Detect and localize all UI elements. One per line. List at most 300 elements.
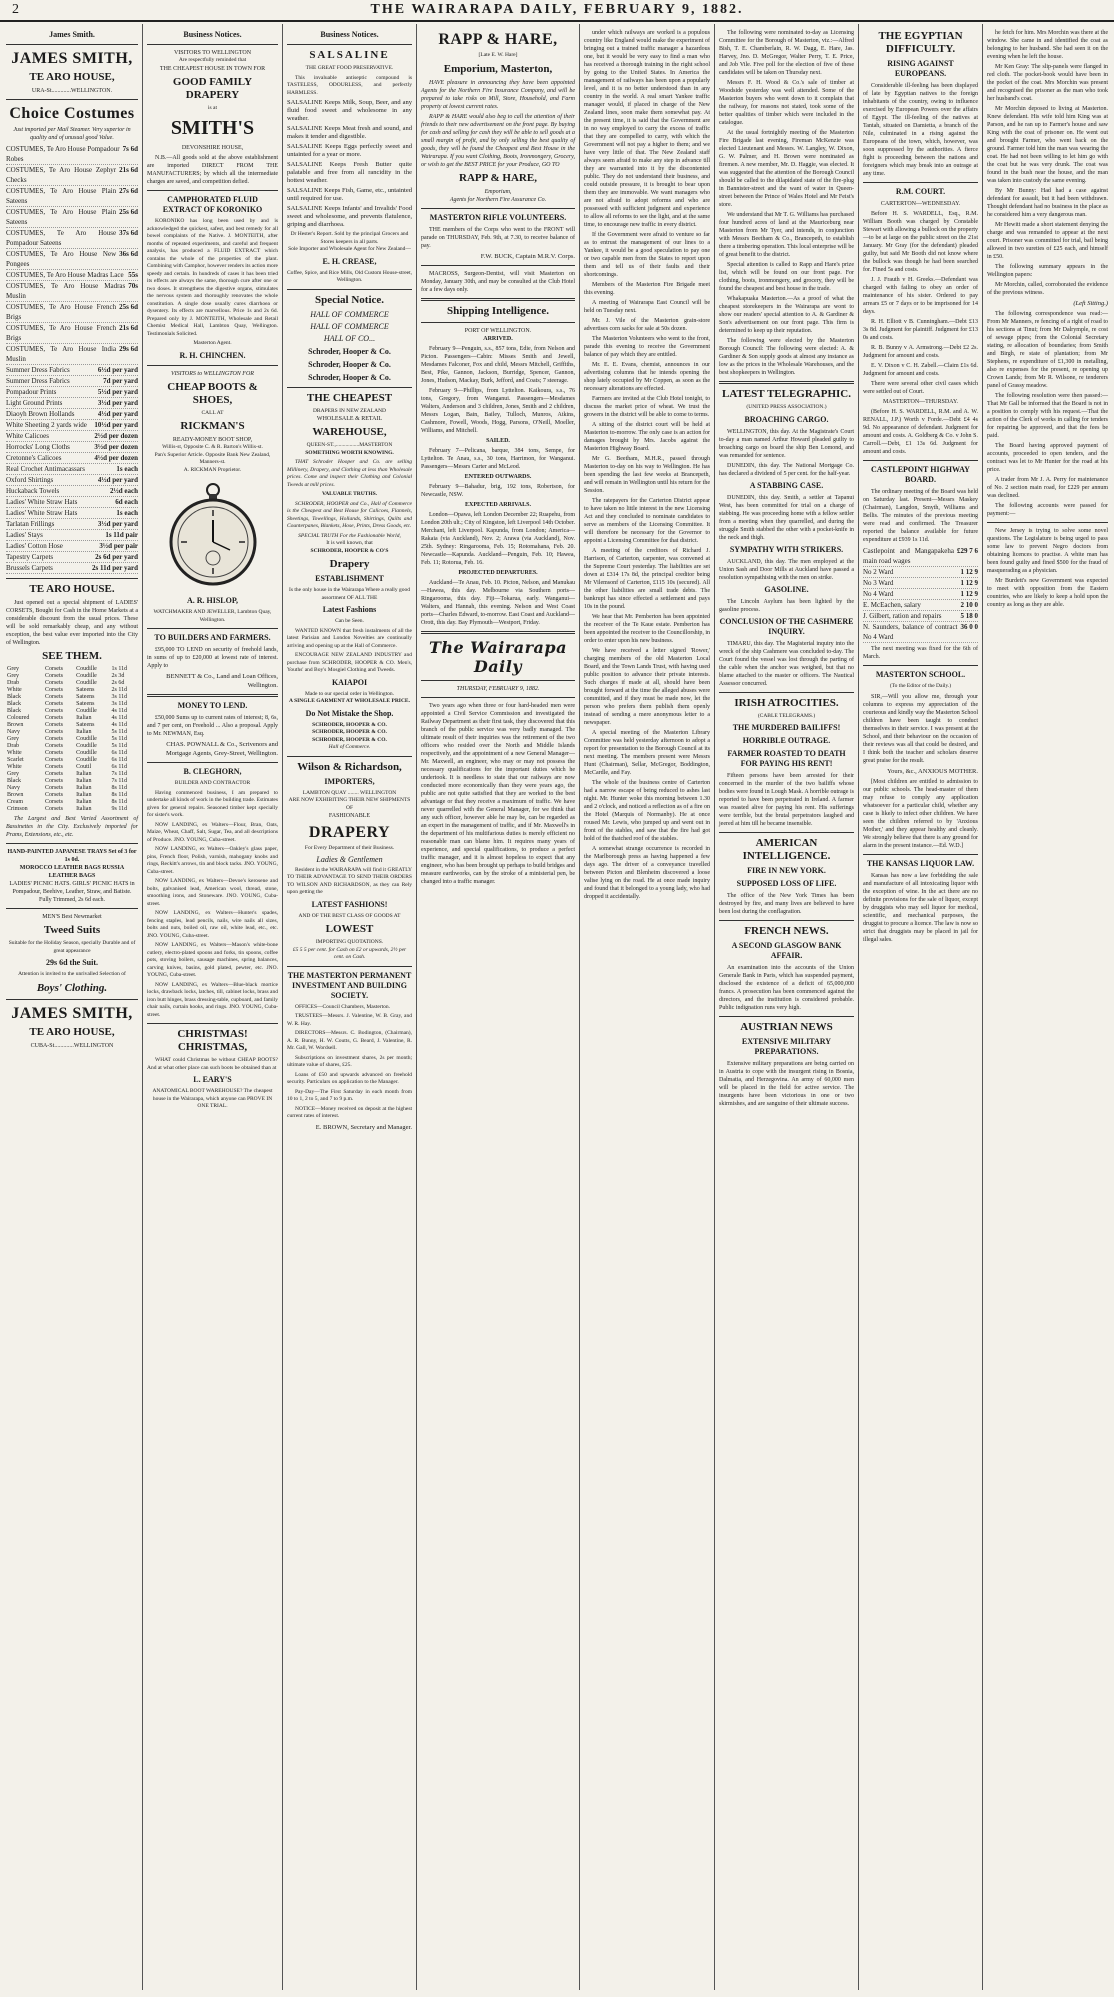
the-cheapest: THE CHEAPEST — [306, 391, 393, 404]
corset-cell: Grey — [7, 736, 19, 742]
loans: Loans of £50 and upwards advanced on freehold security. Particulars on application to the Manager. — [287, 1071, 412, 1085]
news-paragraph: We understand that Mr T. G. Williams has purchased four hundred acres of land at the Mauriceburg near Masterton from Mr Tyer, and intends, in conjunction with Messrs Beetham & Co., Brancepeth, to establish there a timbering operation. This local enterprise will be of great benefit to the district. — [719, 212, 855, 258]
irish-text: Fifteen persons have been arrested for their concerned in the murder of the two bailiffs whose bodies were found in Lough Mask. A horrible outrage is reported to have been perpetrated in Ireland. A farmer was roasted alive for paying his rent. His sufferings were terrible, but the brutal perpetrators laughed and jeered at him till he became insensible. — [719, 773, 854, 827]
news-paragraph: We hear that Mr. Pemberton has been appointed the receiver of the Te Kaue estate. Pemberton has been appointed the receiver to the Councillorship, in order to enter upon his new business. — [584, 614, 710, 644]
do-not-mistake: Do Not Mistake the Shop. — [305, 708, 394, 718]
corset-cell: 4s 11d — [111, 708, 128, 714]
rifle: MASTERTON RIFLE VOLUNTEERS. — [429, 212, 567, 222]
salsaline-item: SALSALINE Keeps Meat fresh and sound, and makes it tender and digestible. — [287, 125, 412, 140]
corset-row — [6, 750, 138, 757]
price-item-value: 7s 6d — [122, 145, 138, 153]
corset-cell: Brown — [7, 722, 24, 728]
price-item-value: 1 12 9 — [960, 568, 978, 576]
expected-text: London—Opawa, left London December 22; Ruapehu, from London 20th ult.; City of Kingston, left Liverpool 14th October. Merchant, left Liverpool. Kapunda, from London; America—Rakaia (via Auckland), Nov. 2; Arawa (via Auckland), Nov. 25th. Sydney: Ringarooma, Feb. 15; Rotomahana, Feb. 20. Newcastle—Kapunda. Auckland—Penguin, Feb. 10; Hawea, Feb. 11; Rotorua, Feb. 16. — [421, 511, 575, 566]
resident: Resident in the WAIRARAPA will find it GREATLY TO THEIR ADVANTAGE TO SEND THEIR ORDERS TO WILSON AND RICHARDSON, as they can Rely upon getting the — [287, 866, 412, 895]
pans: Pan's Superior Article. Opposite Bank New Zealand, Manners-st. — [154, 451, 271, 465]
yard-price-row — [6, 464, 138, 475]
corset-cell: 5s 11d — [111, 743, 128, 749]
corset-cell: Corsets — [44, 771, 63, 777]
good-family: GOOD FAMILY DRAPERY — [172, 75, 253, 101]
schroder-list — [287, 347, 412, 383]
price-item-name: Brussels Carpets — [6, 564, 53, 572]
corset-cell: Scarlet — [7, 757, 24, 763]
corset-cell: Sateens — [76, 722, 95, 728]
price-item-value: 4½d per yard — [97, 410, 138, 418]
rapp-text: HAVE pleasure in announcing they have been appointed Agents for the Northern Fire Insurance Company, and will be prepared to take risks on Mill, Store, Household, and Farm property at lowest current rates. — [421, 79, 575, 110]
price-item-name: White Calicoes — [6, 432, 49, 440]
subs: Subscriptions on investment shares, 2s per month; ultimate value of shares, £25. — [287, 1054, 412, 1068]
corset-row — [6, 673, 138, 680]
costume-row — [6, 207, 138, 228]
news-paragraph: Mr. J. Vile of the Masterton grain-store advertises corn sacks for sale at 50s dozen. — [584, 318, 710, 332]
col5-intro: under which railways are worked is a populous country like England would make the experiment of bringing out a trained traffic manager a hazardous one, but it would be very easy to find a man who has received a thorough training in the right school by going to the United States. In America the management of railways has been upon a popularly level, and it is no better understood than in any country in the world. A real smart Yankee traffic manager would, if placed in charge of the New Zealand lines, soon make them somewhat pay. At the present time, it is said that the Government are in no way employed to carry the excess of traffic that they are compelled to carry, with which the Government will not pay a higher to them; and we have very little of that. The New Zealand staff always seem afraid to make any step in advance till they are warranted into it by the discontented public. They do not understand their business, and could outside pressure, it is brought to bear upon them they are immovable. We want managers who are not afraid to adopt reforms and who are possessed with sufficient judgment and experience to allow all reforms to see the light, and at the same time, to encourage new traffic in every district. — [584, 30, 710, 228]
corset-cell: 6s 11d — [111, 757, 128, 763]
price-item-name: COSTUMES, Te Aro House Plain Sateens — [6, 208, 117, 226]
corset-cell: Grey — [7, 673, 19, 679]
schroder-line: SCHRODER, HOOPER & CO. — [312, 729, 387, 735]
price-item-value: 36s 6d — [119, 250, 138, 258]
rm-court: R.M. COURT. — [895, 187, 946, 196]
price-item-name: Horrocks' Long Cloths — [6, 443, 70, 451]
news-paragraph: The Masterton Volunteers who went to the front, parade this evening to receive the Government balance of pay which they are entitled. — [584, 336, 710, 358]
corsets-text: Just opened out a special shipment of LADIES' CORSETS, Bought for Cash in the Home Markets at a considerable discount from the usual prices. These will be sold remarkably cheap, and any without exception, the best value ever imported into the City of Wellington. — [6, 600, 138, 646]
sal-agent: Sole Importer and Wholesale Agent for New Zealand— — [288, 246, 411, 252]
schroder-co: SCHRODER, HOOPER & CO'S — [310, 547, 389, 554]
port: PORT OF WELLINGTON. — [464, 327, 532, 334]
price-item-name: Ladies' White Straw Hats — [6, 509, 78, 517]
price-item-value: 2s 11d per yard — [92, 564, 138, 572]
price-item-value: 2½d each — [110, 487, 138, 495]
corset-cell: Coudille — [76, 673, 97, 679]
column-4 — [416, 24, 579, 1990]
ladies-gentlemen: Ladies & Gentlemen — [316, 854, 383, 864]
rifle-sig: F.W. BUCK, Captain M.R.V. Corps. — [480, 252, 575, 260]
price-item-value: 3½d per dozen — [94, 443, 138, 451]
every-dept: For Every Department of their Business. — [304, 845, 395, 851]
price-item-value: 1s each — [116, 509, 138, 517]
egyptian: THE EGYPTIAN DIFFICULTY. — [878, 30, 963, 55]
corset-cell: Coudille — [76, 680, 97, 686]
divider — [287, 44, 412, 45]
corset-cell: Black — [7, 694, 21, 700]
mothers-text: [Most children are entitled to admission to our public schools. The head-master of them may refuse to comply any application whatsoever for a particular child, whether any case is likely to infect other children. We have seen the children referred to by 'Anxious Mother,' and they appear healthy and cleanly. We strongly believe that there is any ground for alarm in the present instance.—Ed. W.D.] — [863, 778, 978, 849]
corset-cell: Coudille — [76, 750, 97, 756]
warehouse: WAREHOUSE, — [312, 426, 387, 438]
corset-cell: 3s 11d — [111, 701, 128, 707]
news-paragraph: We have received a letter signed 'Rower,' charging members of the old Masterton Local Board, and the Town Lands Trust, with having used public position to advance their private interests. Such charges if made at all, should have been brought forward at the time the alleged abuses were committed, and if they must be made now, let the person who prefers them publish them openly instead of sending a mere anonymous letter to a newspaper. — [584, 648, 710, 726]
price-item-name: Oxford Shirtings — [6, 476, 54, 484]
corset-cell: Crimson — [7, 806, 28, 812]
only-house: Is the only house in the Wairarapa Where a really good assortment OF ALL THE — [289, 587, 410, 601]
special-truth: SPECIAL TRUTH For the Fashionable World, — [298, 532, 401, 539]
james-smith-title-2: JAMES SMITH, — [11, 1004, 133, 1022]
money-to-lend: MONEY TO LEND. — [177, 701, 248, 710]
tweed: Tweed Suits — [43, 924, 101, 936]
kaiapoi: KAIAPOI — [331, 677, 368, 687]
leary: L. EARY'S — [193, 1075, 232, 1084]
rapp-hare-2: RAPP & HARE, — [459, 171, 537, 184]
importers: IMPORTERS, — [324, 776, 375, 786]
salsaline-item: SALSALINE Keeps Infants' and Invalids' Food sweet and wholesome, and prevents flatulence, griping and diarrhoea. — [287, 205, 412, 228]
col8-more-paragraphs — [987, 310, 1108, 500]
divider — [719, 920, 854, 921]
meeting-end: The next meeting was fixed for the 6th of March. — [863, 646, 978, 660]
corset-cell: Corsets — [44, 715, 63, 721]
carterton-text: Before H. S. WARDELL, Esq., R.M. William Booth was charged by Constable Stewart with allowing a bullock on the property—to be at large on the public street on the 21st January. Mr Gray (for the defendant) pleaded guilty, but said Mr Booth did not know where the bullock was though he had been searched for. Fined 5s and costs. — [863, 211, 978, 273]
corset-cell: White — [7, 750, 22, 756]
koroniko-text: KORONIKO has long been used by and is acknowledged the quickest, safest, and best remedy for all bowel complaints of the Native. J. MONTEITH, after months of repeated experiments, and careful and frequent analysis, has produced a FLUID EXTRACT which contains the whole of the properties of the plant. Combining with Camphor, however renders its action more speedy and certain. In hundreds of cases it has been tried its effects are always the same, thorough cure after one or two doses. It strengthens the digestive organs, stimulates the nervous system and thoroughly renovates the whole constitution. A single dose usually cures diarrhoea or dysentery. Its effects are marvellous. Price 1s and 2s 6d. Prepared only by J. MONTEITH, Wholesale and Retail Chemist Medical Hall, Lambton Quay, Wellington. Testimonials Solicited. — [147, 218, 278, 337]
corset-row — [6, 666, 138, 673]
irish-sub: (CABLE TELEGRAMS.) — [757, 712, 816, 719]
hall-list — [287, 310, 412, 344]
military: EXTENSIVE MILITARY PREPARATIONS. — [741, 1037, 832, 1056]
divider — [147, 190, 278, 191]
salsaline-sub: THE GREAT FOOD PRESERVATIVE. — [305, 65, 394, 71]
price-item-value: 2½d per dozen — [94, 432, 138, 440]
corset-cell: 7s 11d — [111, 778, 128, 784]
tweed-sub: Suitable for the Holiday Season, specially Durable and of great appearance — [8, 940, 136, 954]
divider — [421, 208, 575, 209]
corset-cell: 8s 11d — [111, 792, 128, 798]
corset-cell: Corsets — [44, 680, 63, 686]
press-assoc: (UNITED PRESS ASSOCIATION.) — [746, 404, 827, 410]
boys-clothing: Boys' Clothing. — [36, 981, 108, 994]
corset-cell: Corsets — [44, 687, 63, 693]
landing-notice: NOW LANDING, ex Walters—Oakley's glass paper, pins, French floor, Polish, varnish, mahogany knobs and rings, Reckitt's arrows, tin and block tacks. JNO. YOUNG, Cuba-street. — [147, 846, 278, 875]
price-item-value: 21s 6d — [119, 166, 138, 174]
rising: RISING AGAINST EUROPEANS. — [887, 59, 954, 78]
murdered: THE MURDERED BAILIFFS! — [732, 723, 841, 732]
price-item-value: 4½d per yard — [97, 476, 138, 484]
news-paragraph: The following correspondence was read:—From Mr Manners, re fencing of a right of road to his sections at Tinui; from Mr Dalrymple, re cost of sewage pipes; from the Colonial Secretary stating, re allocation of boundaries; from Smith and Birgh, re state of plantation; from Mr Stephens, re expenditure of £1,300 in metalling, also re expenses for the present, re opening up Crown Lands; from Mr R. Wilsone, re tenderers panel of Grassy meadow. — [987, 311, 1108, 389]
loss: SUPPOSED LOSS OF LIFE. — [736, 879, 837, 888]
james-smith-title: JAMES SMITH, — [11, 50, 133, 67]
pocket-watch-illustration — [158, 480, 268, 590]
corset-row — [6, 764, 138, 771]
are-now: ARE NOW EXHIBITING THEIR NEW SHIPMENTS — [288, 797, 411, 803]
crease-addr: Coffee, Spice, and Rice Mills, Old Custom House-street, Wellington. — [287, 269, 413, 283]
landing-notice: NOW LANDING, ex Walters—Devoe's kerosene and bolts, galvanised lead, American wool, thread, stone, smoothing irons, and Stoneware. JNO. YOUNG, Cuba-street. — [147, 878, 278, 907]
corset-cell: Coudille — [76, 666, 97, 672]
boys-pre: Attention is invited to the unrivalled Selection of — [18, 971, 126, 977]
corset-cell: Italian — [76, 778, 92, 784]
lend: £95,000 TO LEND on security of freehold lands, in sums of up to £20,000 at lowest rate of interest. Apply to — [147, 647, 278, 669]
masterton-thu: MASTERTON—THURSDAY. — [882, 399, 959, 405]
divider — [287, 966, 412, 967]
costume-row — [6, 165, 138, 186]
arrived-text-2: February 9—Phillips, from Lyttelton. Kaikoura, s.s., 76 tons, Gregory, from Wanganui. Passengers—Mesdames Walters, Anderson and 3 children, Jones, Smith and 2 children, Messrs Logan, Bain, Bailey, Tulloch, Munros, Atkins, Cashmore, Fowell, Woods, Hogg, Parsons, O'Neill, Moeller, Williams, and Mitchell. — [421, 387, 575, 434]
address: URA-St.............WELLINGTON. — [31, 88, 113, 94]
news-paragraph: A somewhat strange occurrence is recorded in the Marlborough press as having happened a few days ago. The driver of a conveyance travelled between Picton and Blenheim discovered a loose valise lying on the road. He at once made inquiry and found that it belonged to a young lady, who had dropped it accidentally. — [584, 846, 710, 900]
fire: FIRE IN NEW YORK. — [747, 866, 826, 875]
christmas-text: WHAT could Christmas be without CHEAP BOOTS? And at what other place can such boots be obtained than at — [147, 1057, 278, 1071]
divider — [287, 289, 412, 290]
proprietor: A. RICKMAN Proprietor. — [183, 466, 242, 473]
page-number: 2 — [12, 2, 19, 17]
news-paragraph: Whakapuaka Masterton.—As a proof of what the cheapest storekeepers in the Wairarapa are wont to show our readers' special attention to A. & Gardiner & Son's advertisement on our front page. This firm is determined to keep up their reputation. — [719, 296, 854, 334]
news-paragraph: Messrs F. H. Wood & Co.'s sale of timber at Woodside yesterday was well attended. Some of the Masterton buyers who went down to it complain that the railway, for reasons not stated, took some of the better qualities of timber which were included in the catalogue. — [719, 80, 854, 126]
corset-cell: Grey — [7, 771, 19, 777]
masthead — [0, 0, 1114, 22]
price-item-value: 21s 6d — [119, 324, 138, 332]
account-row — [863, 600, 978, 611]
landing-notice: NOW LANDING, ex Walters—Flour, Bran, Oats, Maize, Wheat, Chaff, Salt, Sugar, Tea, and all descriptions of Produce. JNO. YOUNG, Cuba-street. — [147, 821, 278, 843]
drapers: DRAPERS IN NEW ZEALAND — [312, 407, 387, 414]
news-paragraph: The following resolution were then passed:—That Mr Gall be informed that the Board is not in a position to comply with his request.—That the action of the Clerk of works in calling for tenders for repairing be approved, and that the fees be paid. — [987, 393, 1108, 439]
schroder-line: SCHRODER, HOOPER & CO. — [312, 736, 387, 743]
projected: PROJECTED DEPARTURES. — [458, 569, 538, 576]
lambton: LAMBTON QUAY ........ WELLINGTON — [302, 789, 397, 796]
divider — [421, 680, 575, 681]
price-item-name: No 4 Ward — [863, 590, 894, 598]
sympathy-text: AUCKLAND, this day. The men employed at the Union Sash and Door Mills at Auckland have passed a resolution sympathising with the men on strike. — [719, 558, 854, 581]
court-case: J. J. Frauth v H. Greeks.—Defendant was charged with failing to obey an order of maintenance of his sister. Ordered to pay arrears £5 or 7 days or to be imprisoned for 14 days. — [863, 277, 978, 315]
agent: Masterton Agent. — [193, 340, 232, 346]
costumes-title: Choice Costumes — [9, 105, 135, 122]
corset-cell: Corsets — [44, 806, 63, 812]
nb-text: N.B.—All goods sold at the above establishment are imported DIRECT FROM THE MANUFACTURERS; by which all the intermediate charges are saved, and competition defied. — [147, 155, 278, 185]
costume-row — [6, 344, 138, 365]
costume-row — [6, 186, 138, 207]
corset-cell: Grey — [7, 666, 19, 672]
telegraphic: LATEST TELEGRAPHIC. — [722, 388, 851, 400]
yours: Yours, &c., ANXIOUS MOTHER. — [887, 767, 978, 775]
arrived: ARRIVED. — [483, 335, 513, 342]
price-item-value: 70s — [128, 282, 138, 290]
yard-price-row — [6, 409, 138, 420]
offices: OFFICES—Council Chambers, Masterton. — [295, 1003, 391, 1010]
divider — [719, 692, 854, 693]
news-paragraph: If the Government were afraid to venture so far as to entrust the management of our lines to a Yankee, it would be a good speculation to pay one or two capable men from the States to report upon them and tell us of their faults and their shortcomings. — [584, 232, 710, 278]
horrible: HORRIBLE OUTRAGE. — [742, 736, 831, 745]
price-item-name: COSTUMES, Te Aro House Pompadour Robes — [6, 145, 120, 163]
corset-row — [6, 736, 138, 743]
price-item-name: Summer Dress Fabrics — [6, 377, 70, 385]
te-aro-house-3: TE ARO HOUSE, — [29, 1025, 115, 1038]
divider — [987, 522, 1108, 523]
schroder-line: Schroder, Hooper & Co. — [308, 372, 391, 382]
divider — [6, 99, 138, 100]
corset-cell: Italian — [76, 792, 92, 798]
salsaline-intro: This invaluable antiseptic compound is TASTELESS, ODOURLESS, and perfectly HARMLESS. — [287, 74, 412, 96]
news-paragraph: A special meeting of the Masterton Library Committee was held yesterday afternoon to adopt a report for presentation to the Borough Council at its next meeting. The members present were Messrs Hunt (Chairman), Sellar, McGregor, Boddington, McCardle, and Fay. — [584, 730, 710, 776]
best-class: AND OF THE BEST CLASS OF GOODS AT — [298, 912, 401, 919]
divider — [147, 44, 278, 45]
austrian: AUSTRIAN NEWS — [740, 1021, 833, 1033]
french: FRENCH NEWS. — [744, 925, 829, 937]
account-row — [863, 546, 978, 567]
of: OF — [345, 804, 354, 811]
corset-row — [6, 806, 138, 813]
price-item-name: Castlepoint and Mangapakeha main road wages — [863, 547, 954, 565]
price-item-value: £29 7 6 — [957, 547, 978, 555]
price-item-name: COSTUMES, Te Aro House New Pongees — [6, 250, 117, 268]
sympathy: SYMPATHY WITH STRIKERS. — [729, 544, 844, 554]
account-row — [863, 589, 978, 600]
castlepoint: CASTLEPOINT HIGHWAY BOARD. — [871, 465, 970, 484]
valuable-text: SCHRODER, HOOPER and Co., Hall of Commerce is the Cheapest and Best House for Calicoes, Flannels, Sheetings, Towellings, Hollands, Shirtings, Quilts and Counterpanes, Blankets, Hose, Prints, Dress Goods, etc. — [287, 500, 412, 529]
column-3 — [282, 24, 416, 1990]
yard-price-row — [6, 387, 138, 398]
masterton-text: (Before H. S. WARDELL, R.M. and A. W. RENALL, J.P.) Worth v Forde.—Debt £4 4s 9d. No appearance of defendant. Judgment for amount and costs. A. Goldberg & Co. v John S. Carroll.—Debt, £1 13s 6d. Judgment for amount and costs. — [863, 409, 978, 455]
corset-cell: Corsets — [44, 750, 63, 756]
corset-row — [6, 799, 138, 806]
stabbing-text: DUNEDIN, this day. Smith, a settler at Tapanui West, has been committed for trial on a charge of stabbing. He was proceeding home with a fellow settler from a meeting when they quarrelled, and during the struggle Smith stabbed the other with a pocket-knife in the neck and thigh. — [719, 494, 854, 541]
costume-row — [6, 323, 138, 344]
egyptian-text: Considerable ill-feeling has been displayed of late by Egyptian natives to the foreign inhabitants of the country, owing to influence exercised by European Powers over the affairs of Egypt. The ill-feeling of the natives at Tantah, situated on Damietta, a branch of the Nile, culminated in a rising against the Europeans of the town, which, however, was soon suppressed by the authorities. A fierce fight is proceeding between the nations and foreigners which may break into an outrage at any time. — [863, 83, 978, 177]
corset-cell: Corsets — [44, 708, 63, 714]
news-paragraph: A meeting of the creditors of Richard J. Harrison, of Carterton, carpenter, was convened at the Supreme Court yesterday. The liabilities are set down at £314 17s 8d, the principal creditor being Mr Vilemsonf of Carterton, £115 10s (secured). All the other liabilities are small trade debts. The bankrupt has since effected a settlement and pays 10s in the pound. — [584, 548, 710, 610]
corset-row — [6, 687, 138, 694]
cashmere-text: TIMARU, this day. The Magisterial inquiry into the wreck of the ship Cashmere was concluded to-day. The Court found the vessel was lost through the parting of the cable when the anchor was weighed, but that no blame attached to the master or officers. The Nautical Assessor concurred. — [719, 640, 854, 687]
price-item-name: COSTUMES, Te Aro House India Muslin — [6, 345, 117, 363]
price-item-value: 25s 6d — [119, 303, 138, 311]
price-item-value: 6d each — [115, 498, 138, 506]
schroder-list-2 — [287, 722, 412, 745]
price-item-name: COSTUMES, Te Aro House Madras Lace — [6, 271, 124, 279]
price-item-name: Ladies' Cotton Hose — [6, 542, 63, 550]
corset-cell: Coudille — [76, 743, 97, 749]
costume-row — [6, 302, 138, 323]
price-item-value: 5½d per yard — [97, 388, 138, 396]
corset-cell: Corsets — [44, 694, 63, 700]
price-item-value: 55s — [128, 271, 138, 279]
price-item-value: 1 12 9 — [960, 590, 978, 598]
corset-row — [6, 694, 138, 701]
divider — [421, 697, 575, 698]
corset-cell: Coudille — [76, 708, 97, 714]
corset-row — [6, 680, 138, 687]
new-jersey: New Jersey is trying to solve some novel questions. The Legislature is being urged to pass some law to prevent Negro doctors from obtaining licences to practise. A white man has been found guilty and fined $500 for the fraud of masquerading as a physician. — [987, 528, 1108, 574]
broaching-text: WELLINGTON, this day. At the Magistrate's Court to-day a man named Arthur Howard pleaded guilty to broaching cargo on board the ship Ben Lomond, and was remanded for sentence. — [719, 428, 854, 459]
corset-row — [6, 722, 138, 729]
yard-price-row — [6, 365, 138, 376]
price-item-name: Huckaback Towels — [6, 487, 60, 495]
salsaline-title: SALSALINE — [309, 49, 390, 61]
arrived-text: February 9—Penguin, s.s., 857 tons, Edie, from Nelson and Picton. Passengers—Cabin: Misses Smith and Jewell, Mesdames Falconer, Fox and child, Messrs Mitchell, Griffiths, Best, Pike, Gannon, Jackson, Burridge, Spencer, Gannon, Jones, Hudson, Mackay, Burk, Jefford, and Coats; 7 steerage. — [421, 345, 575, 384]
corset-cell: Italian — [76, 799, 92, 805]
divider — [6, 843, 138, 844]
yard-price-row — [6, 530, 138, 541]
encourage: ENCOURAGE NEW ZEALAND INDUSTRY and purchase from SCHRODER, HOOPER & CO. Men's, Youths' and Boy's Mosgiel Clothing and Tweeds. — [287, 652, 412, 673]
corset-cell: White — [7, 687, 22, 693]
price-item-name: Ladies' Stays — [6, 531, 43, 539]
price-item-value: 37s 6d — [119, 229, 138, 237]
brown-sig: E. BROWN, Secretary and Manager. — [315, 1123, 412, 1131]
price-item-name: J. Gilbert, ration and repairs — [863, 612, 942, 620]
te-aro-house: TE ARO HOUSE, — [29, 71, 115, 83]
price-item-name: E. McEachen, salary — [863, 601, 921, 609]
corset-cell: Corsets — [44, 792, 63, 798]
yard-price-list — [6, 365, 138, 574]
largest-text: The Largest and Best Varied Assortment of Bassinettes in the City. Exclusively imported for Prams, Extensions, etc., etc. — [6, 816, 138, 838]
costume-row — [6, 281, 138, 302]
yard-price-row — [6, 431, 138, 442]
permanent-society: THE MASTERTON PERMANENT INVESTMENT AND BUILDING SOCIETY. — [287, 970, 412, 1000]
price-item-value: 5 18 0 — [960, 612, 978, 620]
directors: DIRECTORS—Messrs. C. Bodington, (Chairman), A. R. Bunny, H. W. Coutts, G. Beard, J. Valentine, R. Mr. Gall, W. Wordsell. — [287, 1030, 412, 1051]
corset-cell: Corsets — [44, 666, 63, 672]
corset-cell: 8s 11d — [111, 785, 128, 791]
corset-row — [6, 701, 138, 708]
divider — [863, 854, 978, 855]
corset-table — [6, 666, 138, 813]
column-2 — [142, 24, 282, 1990]
yard-price-row — [6, 398, 138, 409]
well-known: It is well known, that — [326, 540, 373, 546]
irish: IRISH ATROCITIES. — [734, 696, 839, 709]
price-item-value: 36 0 0 — [960, 623, 978, 631]
school-sub: (To the Editor of the Daily.) — [889, 683, 952, 689]
col3-heading: Business Notices. — [320, 30, 379, 39]
corset-cell: Drab — [7, 680, 19, 686]
price-item-value: 3½d per yard — [97, 520, 138, 528]
corset-cell: Sateens — [76, 687, 95, 693]
mortgage-text: DUNEDIN, this day. The National Mortgage Co. has declared a dividend of 5 per cent. for the half-year. — [719, 462, 854, 477]
col8-paragraphs — [987, 29, 1108, 261]
macross: MACROSS, Surgeon-Dentist, will visit Masterton on Monday, January 30th, and may be consulted at the Club Hotel for a few days only. — [421, 270, 575, 293]
corset-cell: 2s 6d — [111, 680, 125, 686]
devonshire: DEVONSHIRE HOUSE, — [181, 145, 244, 151]
tweed-price: 29s 6d the Suit. — [45, 958, 98, 967]
morocco: MOROCCO LEATHER BAGS RUSSIA LEATHER BAGS — [19, 865, 125, 879]
news-paragraph: By Mr Bunny: Had had a case against defendant for assault, but it had been withdrawn. Thought defendant had no business in the place as he considered him a very dangerous man. — [987, 188, 1108, 218]
trustees: TRUSTEES—Messrs. J. Valentine, W. B. Gray, and W. R. Hay. — [287, 1013, 412, 1027]
sal-refs: Dr Hester's Report. Sold by the principal Grocers and Stores keepers in all parts. — [290, 231, 409, 245]
news-paragraph: A sitting of the district court will be held at Masterton to-morrow. The only case is an action for damages brought by Mrs. Jacobs against the Masterton Highway Board. — [584, 422, 710, 452]
yard-price-row — [6, 497, 138, 508]
divider — [421, 298, 575, 301]
importing: IMPORTING QUOTATIONS. — [315, 939, 384, 945]
schroder-line: Schroder, Hooper & Co. — [308, 346, 391, 356]
price-item-name: COSTUMES, Te Aro House Madras Muslin — [6, 282, 126, 300]
landing-notice: NOW LANDING, ex Walters—Mason's white-bone cutlery, electro-plated spoons and forks, tin spoons, coffee pots, stoving boilers, sausage machines, spring balances, carving knives, basins, gold plated, pewter, etc. JNO. YOUNG, Cuba-street. — [147, 942, 278, 978]
price-item-name: COSTUMES, Te Aro House Pompadour Sateens — [6, 229, 117, 247]
news-paragraph: Mr G. Beetham, M.H.R., passed through Masterton to-day on his way to Wellington. He has been spending the last few weeks at Brancepeth, and will remain in Wellington until his return for the Session. — [584, 456, 710, 494]
latest-fashions: Latest Fashions — [322, 605, 377, 614]
divider — [147, 694, 278, 697]
corset-cell: Black — [7, 708, 21, 714]
lowest: LOWEST — [325, 923, 374, 935]
price-item-value: 2s 6d per yard — [95, 553, 138, 561]
salsaline-item: SALSALINE Keeps Milk, Soup, Beer, and any fluid food sweet and wholesome in any weather. — [287, 99, 412, 122]
corset-cell: Italian — [76, 785, 92, 791]
agents: Agents for Northern Fire Assurance Co. — [449, 196, 547, 203]
te-aro-house-2: TE ARO HOUSE. — [29, 583, 115, 595]
corset-cell: Italian — [76, 729, 92, 735]
see-them: SEE THEM. — [42, 650, 102, 662]
yard-price-row — [6, 508, 138, 519]
divider — [421, 265, 575, 266]
corset-cell: 1s 11d — [111, 666, 128, 672]
news-paragraph: he fetch for him. Mrs Morchin was there at the window. She came in and identified the coat as belonging to her husband. She had seen it on the evening when he left the house. — [987, 30, 1108, 60]
corset-cell: Corsets — [44, 757, 63, 763]
news-paragraph: Mr Morchin deposed to living at Masterton. Knew defendant. His wife told him King was at Parson, and he ran up to Farmer's house and saw King with the coat of prisoner on. He went out and brought Farmer, who went back on the ground. Farmer told him the man was wearing the coat. He had not been willing to let him go with the coat but he was very drunk. The coat was found in the bush near the house, and the man was taken into custody the same evening. — [987, 106, 1108, 184]
emporium-2: Emporium, — [484, 188, 512, 195]
price-item-value: 1 12 9 — [960, 579, 978, 587]
tender-list — [863, 546, 978, 643]
account-row — [863, 622, 978, 643]
can-be-seen: Can be Seen. — [335, 618, 364, 624]
corset-cell: Italian — [76, 771, 92, 777]
divider — [863, 182, 978, 183]
col1-heading: James Smith. — [49, 30, 95, 39]
gasoline-text: The Lincoln Asylum has been lighted by the gasoline process. — [719, 598, 854, 613]
corset-cell: Navy — [7, 729, 20, 735]
cheap-boots: CHEAP BOOTS & SHOES, — [167, 380, 258, 406]
glasgow: A SECOND GLASGOW BANK AFFAIR. — [731, 941, 842, 960]
corset-cell: 2s 11d — [111, 687, 128, 693]
